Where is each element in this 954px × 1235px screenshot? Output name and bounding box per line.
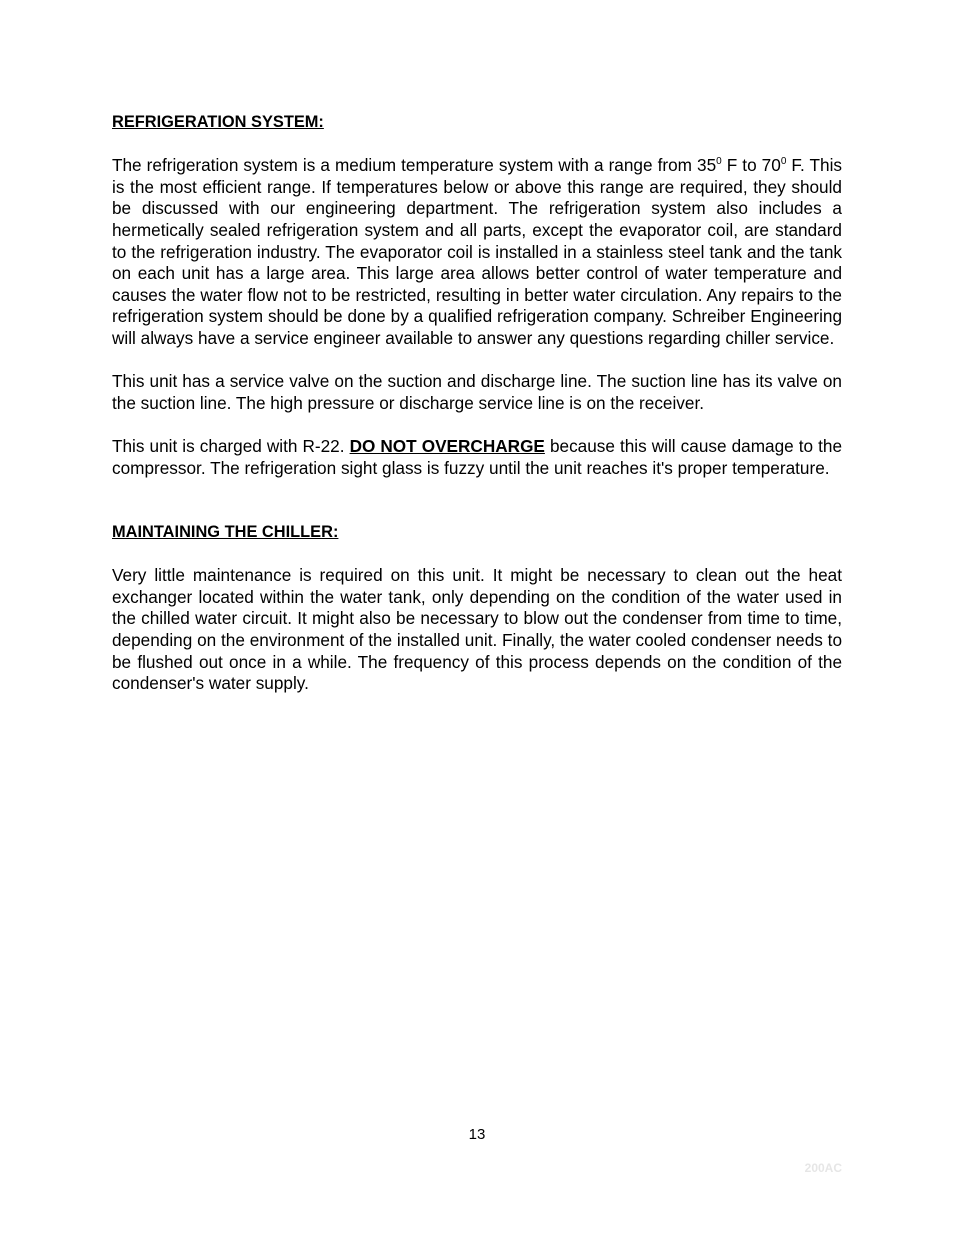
text-run: F to 70 — [721, 155, 781, 176]
paragraph-refrigeration-range — [112, 155, 842, 349]
paragraph-maintenance: Very little maintenance is required on this unit. It might be necessary to clean out the heat exchanger located within the water tank, only depending on the condition of the water used in the chilled water circuit. It might also be necessary to blow out the condenser from time to time, depending on the environment of the installed unit. Finally, the water cooled condenser needs to be flushed out once in a while. The frequency of this process depends on the condition of the condenser's water supply. — [112, 565, 842, 694]
text-run: F. This is the most efficient range. If temperatures below or above this range are required, they should be discussed with our engineering department. The refrigeration system also includes a hermetically sealed refrigeration system and all parts, except the evaporator coil, are standard to the refrigeration industry. The evaporator coil is installed in a stainless steel tank and the tank on each unit has a large area. This large area allows better control of water temperature and causes the water flow not to be restricted, resulting in better water circulation. Any repairs to the refrigeration system should be done by a qualified refrigeration company. Schreiber Engineering will always have a service engineer available to answer any questions regarding chiller service. — [112, 155, 843, 348]
document-body — [112, 112, 842, 695]
text-run: because this will cause damage to the compressor. The refrigeration sight glass is fuzzy until the unit reaches it's proper temperature. — [112, 435, 842, 478]
spacer — [112, 414, 842, 436]
page-number: 13 — [468, 1126, 486, 1143]
spacer — [112, 544, 842, 566]
paragraph-charge — [112, 436, 842, 479]
overcharge-warning: DO NOT OVERCHARGE — [349, 435, 545, 456]
spacer — [112, 134, 842, 156]
text-run: The refrigeration system is a medium temperature system with a range from 35 — [112, 155, 717, 176]
text-run: This unit is charged with R-22. — [112, 435, 350, 456]
spacer — [112, 479, 842, 522]
superscript-degree: 0 — [780, 156, 787, 168]
document-code: 200AC — [804, 1161, 842, 1175]
section-heading-maintaining-the-chiller: MAINTAINING THE CHILLER: — [112, 523, 339, 542]
paragraph-service-valve: This unit has a service valve on the suction and discharge line. The suction line has its valve on the suction line. The high pressure or discharge service line is on the receiver. — [112, 371, 842, 413]
superscript-degree: 0 — [716, 156, 722, 168]
spacer — [112, 350, 842, 372]
section-heading-refrigeration-system: REFRIGERATION SYSTEM: — [112, 113, 324, 131]
